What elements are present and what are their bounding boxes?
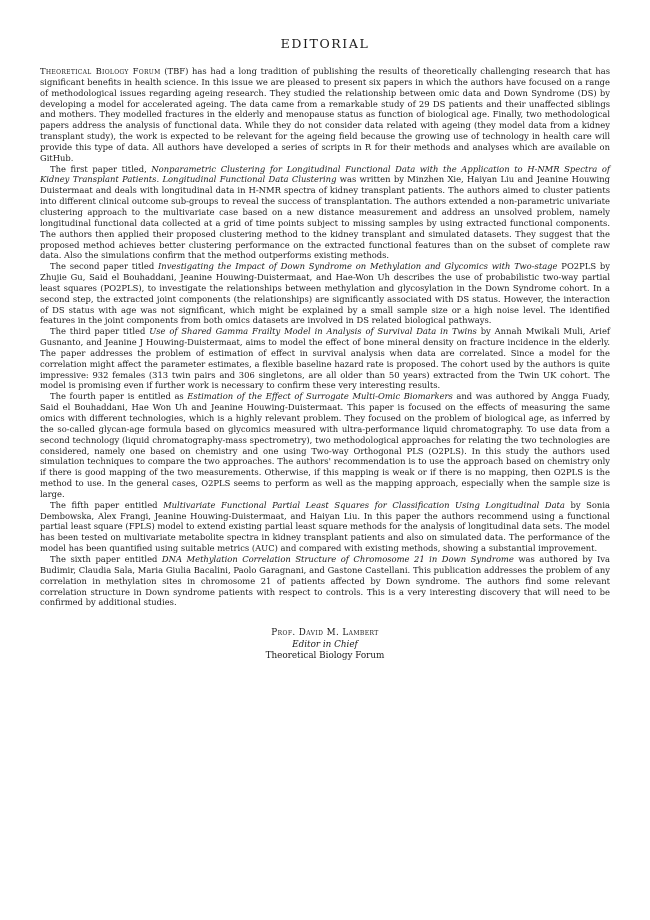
paragraph-text: PO2PLS by Zhujie Gu, Said el Bouhaddani, Jeanine Houwing-Duistermaat, and Hae-Won Uh describes the use of probabilistic two-way partial least squares (PO2PLS), to investigate the relationships between methylation and glycosylation in the Down Syndrome cohort. In a second step, the extracted joint components (the relationships) are significantly associated with DS status. However, the interaction of DS status with age was not significant, which might be explained by a small sample size or a high noise level. The identified features in the joint components from both omics datasets are involved in DS related biological pathways. bbox=[40, 261, 610, 326]
paragraph-lead: The fourth paper is entitled as bbox=[50, 391, 188, 402]
paragraph-text: was written by Minzhen Xie, Haiyan Liu and Jeanine Houwing Duistermaat and deals with longitudinal data in H-NMR spectra of kidney transplant patients. The authors aimed to cluster patients into different clinical outcome sub-groups to reveal the success of transplantation. The authors extended a non-parametric univariate clustering approach to the multivariate case based on a new distance measurement and address an unsolved problem, namely longitudinal functional data collected at a grid of time points subject to missing samples by using extracted functional components. The authors then applied their proposed clustering method to the kidney transplant and simulated datasets. They suggest that the proposed method achieves better clustering performance on the extracted functional features than on the subset of complete raw data. Also the simulations confirm that the method outperforms existing methods. bbox=[40, 174, 610, 261]
paragraph-text: by Sonia Dembowska, Alex Frangi, Jeanine Houwing-Duistermaat, and Haiyan Liu. In this paper the authors recommend using a functional partial least square (FPLS) model to extend existing partial least square methods for the analysis of longitudinal data sets. The model has been tested on multivariate metabolite spectra in kidney transplant patients and also on simulated data. The performance of the model has been quantified using suitable metrics (AUC) and compared with existing methods, showing a substantial improvement. bbox=[40, 499, 610, 554]
signature-journal: Theoretical Biology Forum bbox=[265, 651, 385, 662]
paragraph-lead: The first paper titled, bbox=[50, 163, 152, 174]
editorial-body bbox=[40, 66, 610, 608]
signature-role: Editor in Chief bbox=[292, 639, 358, 650]
paragraph-paper-6 bbox=[40, 554, 610, 608]
paragraph-paper-1 bbox=[40, 164, 610, 262]
page-title: EDITORIAL bbox=[280, 36, 370, 51]
paragraph-paper-4 bbox=[40, 391, 610, 499]
paper-title: Nonparametric Clustering for Longitudinal Functional Data with the Application to H-NMR Spectra of Kidney Transplant Patients. Longitudinal Functional Data Clustering bbox=[40, 163, 610, 185]
paper-title: Investigating the Impact of Down Syndrome on Methylation and Glycomics with Two-stage bbox=[158, 261, 558, 272]
paper-title: DNA Methylation Correlation Structure of Chromosome 21 in Down Syndrome bbox=[161, 553, 514, 564]
journal-name-lead: Theoretical Biology Forum bbox=[40, 66, 161, 76]
paragraph-intro bbox=[40, 66, 610, 164]
paragraph-lead: The sixth paper entitled bbox=[50, 553, 162, 564]
paragraph-lead: The fifth paper entitled bbox=[50, 499, 164, 510]
paper-title: Estimation of the Effect of Surrogate Multi-Omic Biomarkers bbox=[187, 391, 453, 402]
paper-title: Use of Shared Gamma Frailty Model in Analysis of Survival Data in Twins bbox=[149, 326, 477, 337]
paragraph-text: (TBF) has had a long tradition of publishing the results of theoretically challenging research that has significant benefits in health science. In this issue we are pleased to present six papers in which the authors have focused on a range of methodological issues regarding ageing research. They studied the relationship between omic data and Down Syndrome (DS) by developing a model for accelerated ageing. The data came from a remarkable study of 29 DS patients and their unaffected siblings and mothers. They modelled fractures in the elderly and menopause status as function of biological age. Finally, two methodological papers address the analysis of functional data. While they do not consider data related with ageing (they model data from a kidney transplant study), the work is expected to be relevant for the ageing field because the growing use of technology in health care will provide this type of data. All authors have developed a series of scripts in R for their methods and analyses which are available on GitHub. bbox=[40, 66, 610, 163]
signature-block bbox=[40, 628, 610, 663]
paragraph-lead: The third paper titled bbox=[50, 326, 150, 337]
paragraph-paper-3 bbox=[40, 326, 610, 391]
paragraph-text: and was authored by Angga Fuady, Said el Bouhaddani, Hae Won Uh and Jeanine Houwing-Duistermaat. This paper is focused on the effects of measuring the same omics with different technologies, which is a highly relevant problem. They focused on the problem of biological age, as inferred by the so-called glycan-age formula based on glycomics measured with ultra-performance liquid chromatography. To use data from a second technology (liquid chromatography-mass spectrometry), two methodological approaches for relating the two technologies are considered, namely one based on chemistry and one using Two-way Orthogonal PLS (O2PLS). In this study the authors used simulation techniques to compare the two approaches. The authors' recommendation is to use the approach based on chemistry only if there is good mapping of the two measurements. Otherwise, if this mapping is weak or if there is no mapping, then O2PLS is the method to use. In the general cases, O2PLS seems to perform as well as the mapping approach, especially when the sample size is large. bbox=[40, 391, 611, 499]
paragraph-lead: The second paper titled bbox=[50, 261, 158, 272]
paragraph-text: by Annah Mwikali Muli, Arief Gusnanto, and Jeanine J Houwing-Duistermaat, aims to model the effect of bone mineral density on fracture incidence in the elderly. The paper addresses the problem of estimation of effect in survival analysis when data are correlated. Since a model for the correlation might affect the parameter estimates, a flexible baseline hazard rate is proposed. The cohort used by the authors is quite impressive: 932 females (313 twin pairs and 306 singletons, are all older than 50 years) extracted from the Twin UK cohort. The model is promising even if further work is necessary to confirm these very interesting results. bbox=[40, 326, 611, 391]
paper-title: Multivariate Functional Partial Least Squares for Classification Using Longitudinal Data bbox=[163, 499, 565, 510]
paragraph-text: was authored by Iva Budimir, Claudia Sala, Maria Giulia Bacalini, Paolo Garagnani, and Gastone Castellani. This publication addresses the problem of any correlation in methylation sites in chromosome 21 of patients affected by Down syndrome. The authors find some relevant correlation structure in Down syndrome patients with respect to controls. This is a very interesting discovery that will need to be confirmed by additional studies. bbox=[40, 553, 610, 608]
paragraph-paper-5 bbox=[40, 500, 610, 554]
signature-name: Prof. David M. Lambert bbox=[271, 628, 379, 639]
paragraph-paper-2 bbox=[40, 261, 610, 326]
